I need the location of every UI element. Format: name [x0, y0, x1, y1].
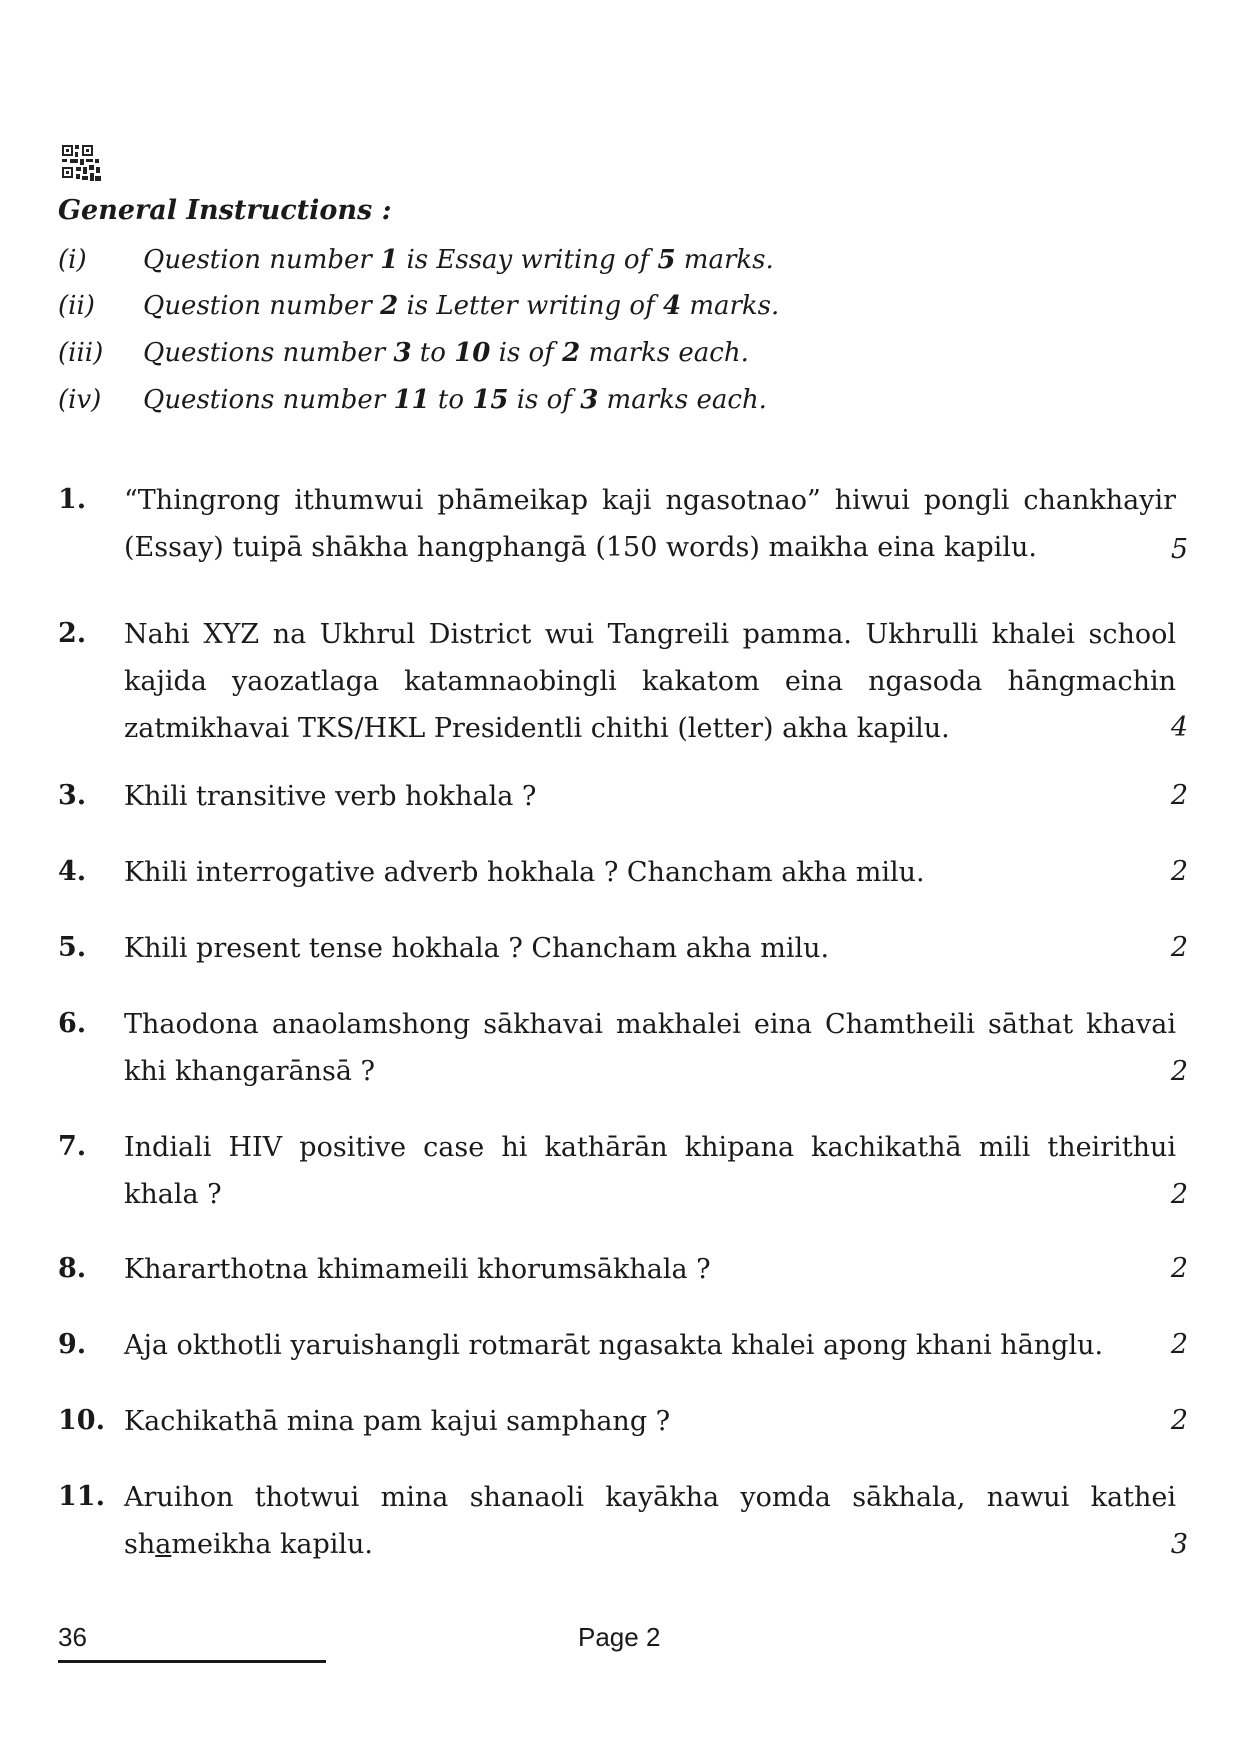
question-marks: 2 — [1170, 1329, 1188, 1360]
question-number: 8. — [58, 1253, 87, 1284]
general-instructions-title: General Instructions : — [58, 195, 392, 226]
question-text: Khili present tense hokhala ? Chancham akha milu. — [124, 933, 830, 964]
question-marks: 2 — [1170, 1056, 1188, 1087]
question-text: Aruihon thotwui mina shanaoli kayākha yomda sākhala, nawui kathei shameikha kapilu. — [124, 1482, 1176, 1560]
instruction-item: (iv) Questions number 11 to 15 is of 3 marks each. — [58, 385, 767, 415]
question-number: 9. — [58, 1329, 87, 1360]
question-number: 5. — [58, 932, 87, 963]
footer-divider — [58, 1660, 326, 1663]
question-number: 4. — [58, 856, 87, 887]
question-number: 2. — [58, 618, 87, 649]
question-text: Kachikathā mina pam kajui samphang ? — [124, 1406, 671, 1437]
question-marks: 3 — [1170, 1529, 1188, 1560]
question-marks: 2 — [1170, 1179, 1188, 1210]
question-marks: 2 — [1170, 780, 1188, 811]
instruction-item: (ii) Question number 2 is Letter writing of 4 marks. — [58, 291, 780, 321]
question-marks: 2 — [1170, 1405, 1188, 1436]
question-number: 1. — [58, 484, 87, 515]
question-marks: 2 — [1170, 932, 1188, 963]
qr-code-icon — [62, 145, 102, 183]
page-number: Page 2 — [578, 1622, 661, 1652]
instruction-item: (i) Question number 1 is Essay writing of 5 marks. — [58, 245, 774, 275]
question-number: 6. — [58, 1008, 87, 1039]
question-text: Khararthotna khimameili khorumsākhala ? — [124, 1254, 711, 1285]
question-text: Khili transitive verb hokhala ? — [124, 781, 537, 812]
question-marks: 5 — [1170, 534, 1188, 565]
question-number: 11. — [58, 1481, 105, 1512]
question-text: Indiali HIV positive case hi kathārān khipana kachikathā mili theirithui khala ? — [124, 1132, 1176, 1210]
question-marks: 4 — [1170, 712, 1188, 743]
instruction-item: (iii) Questions number 3 to 10 is of 2 marks each. — [58, 338, 749, 368]
question-number: 3. — [58, 780, 87, 811]
question-text: “Thingrong ithumwui phāmeikap kaji ngasotnao” hiwui pongli chankhayir (Essay) tuipā shākha hangphangā (150 words) maikha eina kapilu. — [124, 485, 1176, 563]
question-text: Thaodona anaolamshong sākhavai makhalei eina Chamtheili sāthat khavai khi khangarānsā ? — [124, 1009, 1176, 1087]
question-text: Khili interrogative adverb hokhala ? Chancham akha milu. — [124, 857, 925, 888]
question-number: 7. — [58, 1131, 87, 1162]
paper-code: 36 — [58, 1622, 87, 1652]
question-text: Nahi XYZ na Ukhrul District wui Tangreili pamma. Ukhrulli khalei school kajida yaozatlaga katamnaobingli kakatom eina ngasoda hāngmachin zatmikhavai TKS/HKL Presidentli chithi (letter) akha kapilu. — [124, 619, 1176, 744]
question-number: 10. — [58, 1405, 105, 1436]
question-text: Aja okthotli yaruishangli rotmarāt ngasakta khalei apong khani hānglu. — [124, 1330, 1104, 1361]
question-marks: 2 — [1170, 1253, 1188, 1284]
question-marks: 2 — [1170, 856, 1188, 887]
